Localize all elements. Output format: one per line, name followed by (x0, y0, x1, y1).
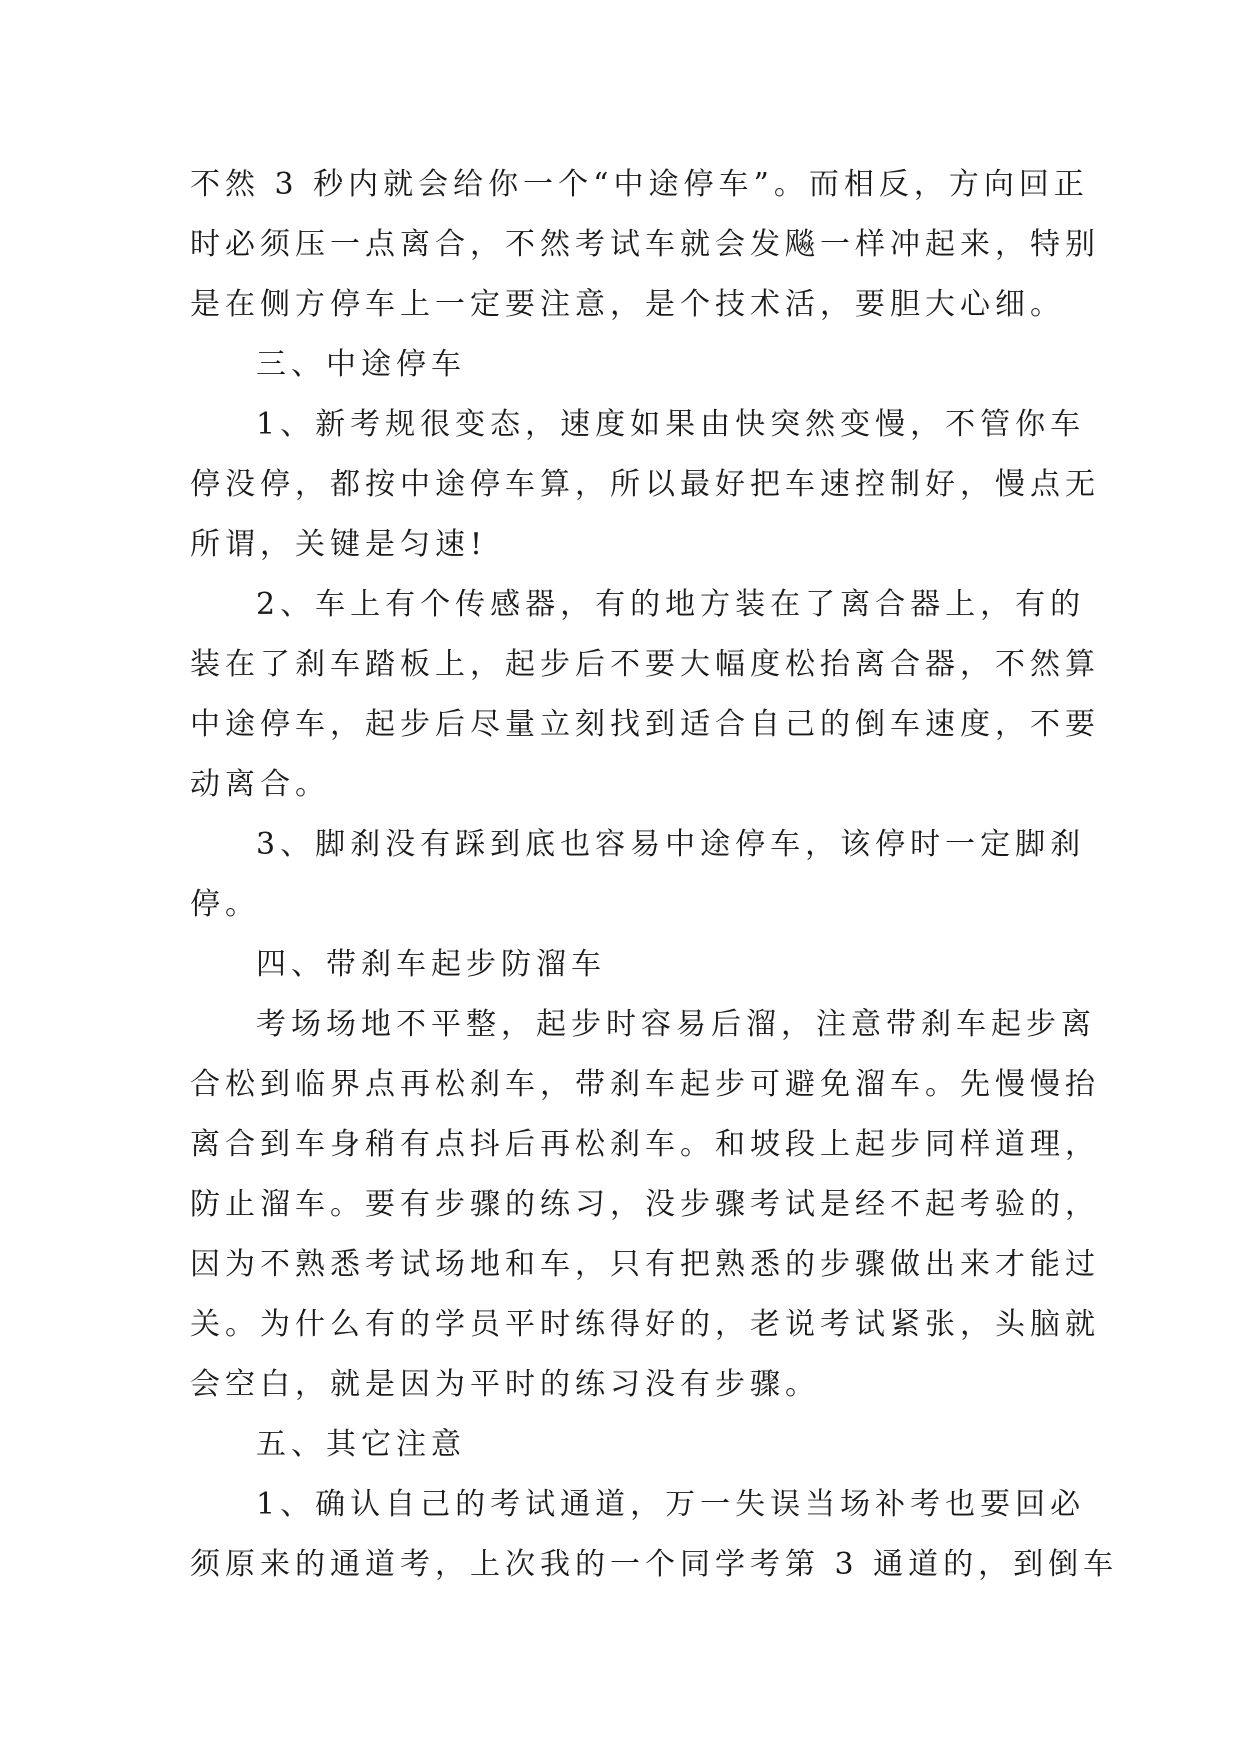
paragraph-line: 合松到临界点再松刹车，带刹车起步可避免溜车。先慢慢抬 (190, 1067, 1100, 1102)
section-heading: 四、带刹车起步防溜车 (256, 947, 606, 982)
paragraph-line: 不然 3 秒内就会给你一个“中途停车”。而相反，方向回正 (190, 167, 1089, 202)
paragraph-line: 2、车上有个传感器，有的地方装在了离合器上，有的 (256, 587, 1086, 622)
paragraph-line: 是在侧方停车上一定要注意，是个技术活，要胆大心细。 (190, 287, 1065, 322)
paragraph-line: 停。 (190, 887, 260, 922)
paragraph-line: 1、确认自己的考试通道，万一失误当场补考也要回必 (256, 1487, 1086, 1522)
paragraph-line: 1、新考规很变态，速度如果由快突然变慢，不管你车 (256, 407, 1086, 442)
paragraph-line: 离合到车身稍有点抖后再松刹车。和坡段上起步同样道理， (190, 1127, 1100, 1162)
section-heading: 三、中途停车 (256, 347, 466, 382)
paragraph-line: 动离合。 (190, 767, 330, 802)
document-body (190, 155, 1119, 1595)
paragraph-line: 中途停车，起步后尽量立刻找到适合自己的倒车速度，不要 (190, 707, 1100, 742)
section-heading: 五、其它注意 (256, 1427, 466, 1462)
paragraph-line: 时必须压一点离合，不然考试车就会发飚一样冲起来，特别 (190, 227, 1100, 262)
paragraph-line: 关。为什么有的学员平时练得好的，老说考试紧张，头脑就 (190, 1307, 1100, 1342)
paragraph-line: 停没停，都按中途停车算，所以最好把车速控制好，慢点无 (190, 467, 1100, 502)
paragraph-line: 所谓，关键是匀速! (190, 527, 488, 562)
paragraph-line: 3、脚刹没有踩到底也容易中途停车，该停时一定脚刹 (256, 827, 1086, 862)
paragraph-line: 考场场地不平整，起步时容易后溜，注意带刹车起步离 (256, 1007, 1096, 1042)
paragraph-line: 会空白，就是因为平时的练习没有步骤。 (190, 1367, 820, 1402)
paragraph-line: 防止溜车。要有步骤的练习，没步骤考试是经不起考验的， (190, 1187, 1100, 1222)
paragraph-line: 装在了刹车踏板上，起步后不要大幅度松抬离合器，不然算 (190, 647, 1100, 682)
paragraph-line: 因为不熟悉考试场地和车，只有把熟悉的步骤做出来才能过 (190, 1247, 1100, 1282)
paragraph-line: 须原来的通道考，上次我的一个同学考第 3 通道的，到倒车 (190, 1547, 1119, 1582)
